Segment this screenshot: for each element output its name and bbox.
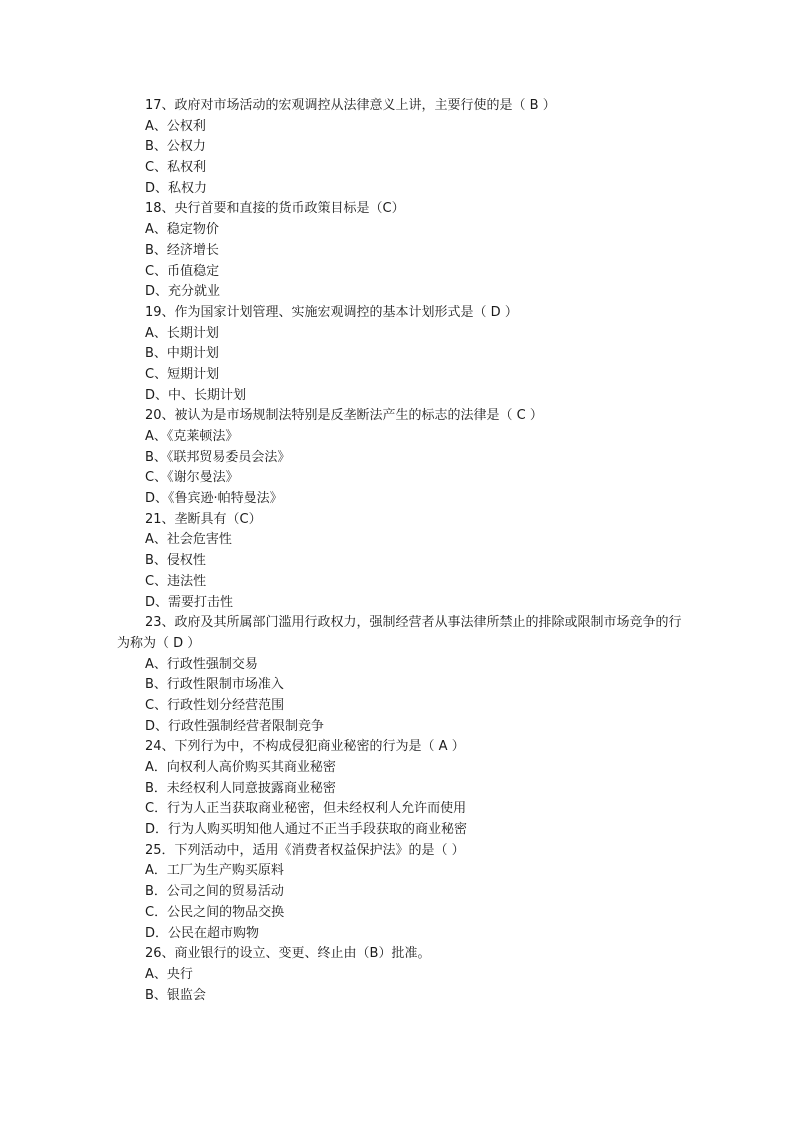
- option-b: B、经济增长: [145, 242, 219, 258]
- question-23: [117, 613, 687, 737]
- option-a: A、央行: [145, 966, 193, 982]
- option-d: D、需要打击性: [145, 594, 234, 610]
- question-list: [117, 96, 687, 1006]
- question-stem: 21、垄断具有（C）: [145, 511, 262, 527]
- question-25: [117, 841, 687, 944]
- option-c: C、短期计划: [145, 366, 220, 382]
- option-d: D、充分就业: [145, 284, 221, 300]
- option-c: C．行为人正当获取商业秘密，但未经权利人允许而使用: [145, 801, 467, 817]
- option-b: B．未经权利人同意披露商业秘密: [145, 780, 336, 796]
- option-a: A．工厂为生产购买原料: [145, 863, 284, 879]
- question-stem: 26、商业银行的设立、变更、终止由（B）批准。: [145, 946, 431, 962]
- question-stem: 17、政府对市场活动的宏观调控从法律意义上讲，主要行使的是（ B ）: [145, 98, 556, 113]
- option-d: D、行政性强制经营者限制竞争: [145, 718, 325, 734]
- option-c: C．公民之间的物品交换: [145, 904, 285, 920]
- option-d: D、《鲁宾逊·帕特曼法》: [145, 491, 283, 507]
- option-d: D、私权力: [145, 180, 208, 196]
- option-d: D．公民在超市购物: [145, 925, 260, 941]
- option-d: D．行为人购买明知他人通过不正当手段获取的商业秘密: [145, 822, 468, 838]
- question-24: [117, 737, 687, 840]
- option-c: C、行政性划分经营范围: [145, 697, 285, 713]
- option-b: B、银监会: [145, 987, 206, 1003]
- option-a: A、社会危害性: [145, 532, 232, 548]
- option-c: C、私权利: [145, 160, 207, 176]
- question-18: [117, 199, 687, 302]
- option-b: B．公司之间的贸易活动: [145, 884, 284, 900]
- option-a: A、公权利: [145, 118, 206, 134]
- question-stem: 24、下列行为中，不构成侵犯商业秘密的行为是（ A ）: [145, 739, 465, 755]
- option-a: A、《克莱顿法》: [145, 429, 239, 444]
- option-a: A、长期计划: [145, 325, 219, 341]
- question-21: [117, 510, 687, 613]
- option-b: B、行政性限制市场准入: [145, 677, 284, 693]
- question-26: [117, 944, 687, 1006]
- option-c: C、《谢尔曼法》: [145, 470, 239, 486]
- option-c: C、违法性: [145, 573, 207, 589]
- option-b: B、中期计划: [145, 346, 219, 362]
- question-stem: 23、政府及其所属部门滥用行政权力，强制经营者从事法律所禁止的排除或限制市场竞争的行为称为（ D ）: [117, 615, 682, 651]
- option-b: B、公权力: [145, 139, 206, 155]
- question-20: [117, 406, 687, 509]
- question-stem: 20、被认为是市场规制法特别是反垄断法产生的标志的法律是（ C ）: [145, 408, 543, 424]
- question-17: [117, 96, 687, 199]
- option-a: A．向权利人高价购买其商业秘密: [145, 760, 336, 776]
- question-stem: 19、作为国家计划管理、实施宏观调控的基本计划形式是（ D ）: [145, 304, 518, 320]
- option-b: B、侵权性: [145, 553, 206, 569]
- option-c: C、币值稳定: [145, 263, 220, 279]
- option-a: A、行政性强制交易: [145, 656, 258, 672]
- question-stem: 25．下列活动中，适用《消费者权益保护法》的是（ ）: [145, 842, 465, 858]
- option-b: B、《联邦贸易委员会法》: [145, 449, 291, 465]
- question-stem: 18、央行首要和直接的货币政策目标是（C）: [145, 201, 405, 217]
- option-a: A、稳定物价: [145, 222, 219, 238]
- option-d: D、中、长期计划: [145, 387, 247, 403]
- question-19: [117, 303, 687, 406]
